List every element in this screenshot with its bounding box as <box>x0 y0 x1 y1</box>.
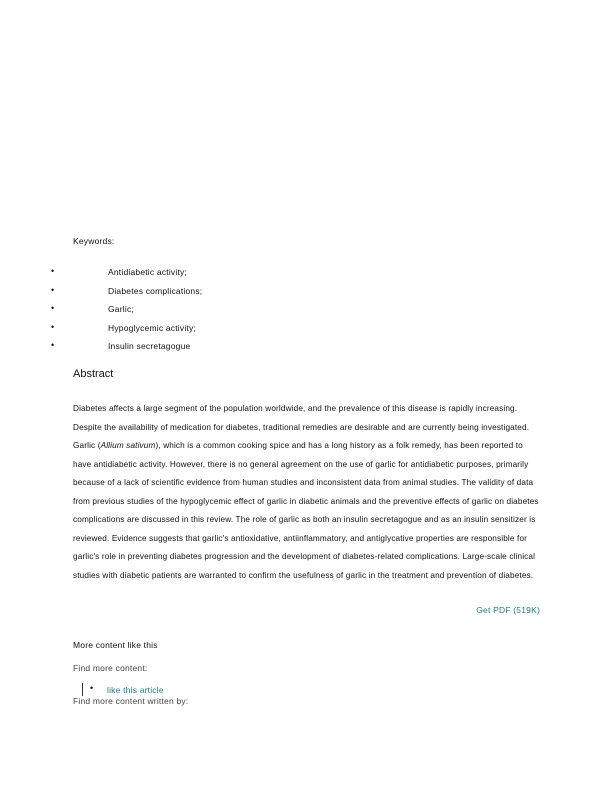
more-content-title: More content like this <box>73 640 158 650</box>
keyword-text: Garlic; <box>108 304 134 314</box>
abstract-text-part-1: Diabetes affects a large segment of the population worldwide, and the prevalence of this disease is rapidly increasing. Despite the availability of medication for diabetes, traditional remedies are desirable and are currently being investigated. Garlic ( <box>73 404 530 450</box>
abstract-species-name: Allium sativum <box>100 441 156 450</box>
bullet-icon: • <box>51 340 55 350</box>
keyword-text: Insulin secretagogue <box>108 341 191 351</box>
abstract-heading: Abstract <box>73 368 114 380</box>
keywords-label: Keywords: <box>73 236 115 246</box>
keyword-text: Antidiabetic activity; <box>108 267 188 277</box>
like-this-article-link[interactable]: like this article <box>107 685 164 695</box>
keyword-text: Hypoglycemic activity; <box>108 322 197 333</box>
bullet-icon: • <box>51 303 55 313</box>
bullet-icon: • <box>51 321 55 332</box>
abstract-text-part-2: ), which is a common cooking spice and has a long history as a folk remedy, has been reported to have antidiabetic activity. However, there is no general agreement on the use of garlic for antidiabetic purposes, primarily because of a lack of scientific evidence from human studies and inconsistent data from animal studies. The validity of data from previous studies of the hypoglycemic effect of garlic in diabetic animals and the preventive effects of garlic on diabetes complications are discussed in this review. The role of garlic as both an insulin secretagogue and as an insulin sensitizer is reviewed. Evidence suggests that garlic's antioxidative, antiinflammatory, and antiglycative properties are responsible for garlic's role in preventing diabetes progression and the development of diabetes-related complications. Large-scale clinical studies with diabetic patients are warranted to confirm the usefulness of garlic in the treatment and prevention of diabetes. <box>73 441 539 580</box>
find-content-by-author-label: Find more content written by: <box>73 696 189 706</box>
find-more-content-label: Find more content: <box>73 663 148 673</box>
get-pdf-link[interactable]: Get PDF (519K) <box>476 605 540 615</box>
abstract-text <box>73 400 543 585</box>
keyword-item <box>0 340 612 359</box>
keyword-list <box>0 266 612 359</box>
keyword-text: Diabetes complications; <box>108 285 203 296</box>
keyword-item <box>0 266 612 285</box>
keyword-item <box>0 285 612 304</box>
divider-bar <box>82 683 83 696</box>
keyword-item <box>0 322 612 341</box>
bullet-icon: • <box>51 266 55 276</box>
bullet-icon: • <box>51 284 55 295</box>
bullet-icon: • <box>90 683 94 693</box>
keyword-item <box>0 303 612 322</box>
